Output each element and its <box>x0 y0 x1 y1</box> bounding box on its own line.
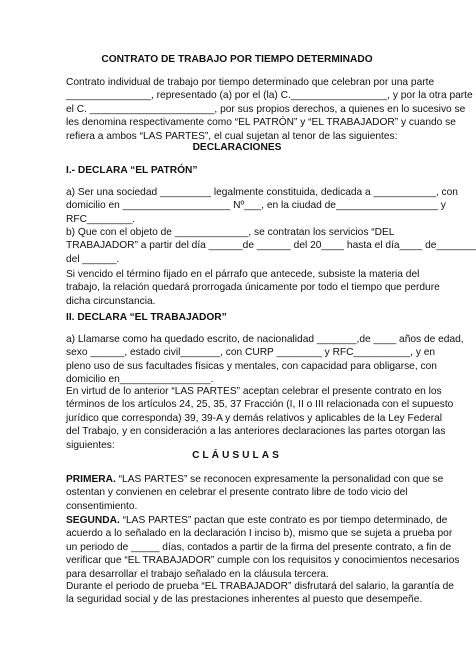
intro-line: el C. ______________________, por sus propios derechos, a quienes en lo sucesivo se <box>66 103 466 115</box>
clause-segunda <box>66 514 460 581</box>
clause-line: RFC________. <box>66 213 136 225</box>
paragraph-line: términos de los artículos 24, 25, 35, 37 Fracción (I, II o III relacionada con el supuesto <box>66 399 454 411</box>
clause-line: domicilio en ___________________ Nº___, en la ciudad de__________________ y <box>66 200 446 212</box>
virtud-paragraph <box>66 385 454 452</box>
paragraph-line: Durante el periodo de prueba “EL TRABAJADOR” disfrutará del salario, la garantía de <box>66 581 454 592</box>
clause-line: pleno uso de sus facultades físicas y mentales, con capacidad para obligarse, con <box>66 360 437 372</box>
clause-label: SEGUNDA. <box>66 515 120 526</box>
paragraph-line: siguientes: <box>66 439 115 451</box>
clause-line: a) Ser una sociedad _________ legalmente constituida, dedicada a ___________, con <box>66 187 458 198</box>
clausulas-heading: CLÁUSULAS <box>192 450 282 461</box>
clause-line <box>66 473 444 486</box>
paragraph-line: jurídico que corresponda) 39, 39-A y demás relativos y aplicables de la Ley Federal <box>66 412 443 424</box>
clause-text: “LAS PARTES” pactan que este contrato es por tiempo determinado, de <box>119 515 448 526</box>
paragraph-line: trabajo, la relación quedará prorrogada únicamente por todo el tiempo que perdure <box>66 282 440 294</box>
clause-label: PRIMERA. <box>66 474 116 485</box>
clause-line: sexo ______, estado civil_______, con CURP ________ y RFC__________, y en <box>66 347 436 359</box>
paragraph-line: En virtud de lo anterior “LAS PARTES” aceptan celebrar el presente contrato en los <box>66 386 442 397</box>
intro-line: Contrato individual de trabajo por tiempo determinado que celebran por una parte <box>66 77 435 88</box>
paragraph-line: del Trabajo, y en consideración a las anteriores declaraciones las partes otorgan las <box>66 426 446 438</box>
declaraciones-heading: DECLARACIONES <box>192 142 282 153</box>
clause-line: para desarrollar el trabajo señalado en la cláusula tercera. <box>66 568 329 580</box>
paragraph-line: la seguridad social y de las prestaciones inherentes al puesto que desempeñe. <box>66 594 423 606</box>
patron-clause-b <box>66 226 476 266</box>
clause-line: un periodo de _____ días, contados a partir de la firma del presente contrato, a fin de <box>66 541 452 553</box>
clause-line: del ______. <box>66 253 120 265</box>
paragraph-line: Si vencido el término fijado en el párrafo que antecede, subsiste la materia del <box>66 269 420 280</box>
trabajador-heading: II. DECLARA “EL TRABAJADOR” <box>66 312 227 323</box>
clause-line: domicilio en________________. <box>66 374 214 386</box>
intro-paragraph <box>66 76 473 143</box>
intro-line: refiera a ambos “LAS PARTES”, el cual sujetan al tenor de las siguientes: <box>66 130 398 142</box>
patron-clause-a <box>66 186 458 226</box>
clause-line: TRABAJADOR” a partir del día ______de ______ del 20____ hasta el día____ de_______ <box>66 240 476 252</box>
patron-heading: I.- DECLARA “EL PATRÓN” <box>66 165 198 176</box>
trabajador-clause-a <box>66 333 464 387</box>
prueba-paragraph <box>66 580 454 607</box>
clause-line: ostentan y convienen en celebrar el presente contrato libre de todo vicio del <box>66 487 408 499</box>
clause-line <box>66 514 448 527</box>
clause-line: verificar que “EL TRABAJADOR” cumple con los requisitos y conocimientos necesarios <box>66 555 460 567</box>
clause-text: “LAS PARTES” se reconocen expresamente la personalidad con que se <box>115 474 444 485</box>
clause-line: acuerdo a lo señalado en la declaración I inciso b), mismo que se sujeta a prueba por <box>66 528 453 540</box>
vencido-paragraph <box>66 268 440 308</box>
clause-line: b) Que con el objeto de _____________, se contratan los servicios “DEL <box>66 227 395 238</box>
clause-primera <box>66 473 444 513</box>
paragraph-line: dicha circunstancia. <box>66 295 156 307</box>
intro-line: _______________, representado (a) por el (la) C._________________, y por la otra parte <box>66 90 473 102</box>
intro-line: les denomina respectivamente como “EL PATRÓN” y “EL TRABAJADOR” y cuando se <box>66 117 456 129</box>
clause-line: a) Llamarse como ha quedado escrito, de nacionalidad _______,de ____ años de edad, <box>66 334 464 345</box>
clause-line: consentimiento. <box>66 500 138 512</box>
document-title: CONTRATO DE TRABAJO POR TIEMPO DETERMINADO <box>101 54 373 65</box>
